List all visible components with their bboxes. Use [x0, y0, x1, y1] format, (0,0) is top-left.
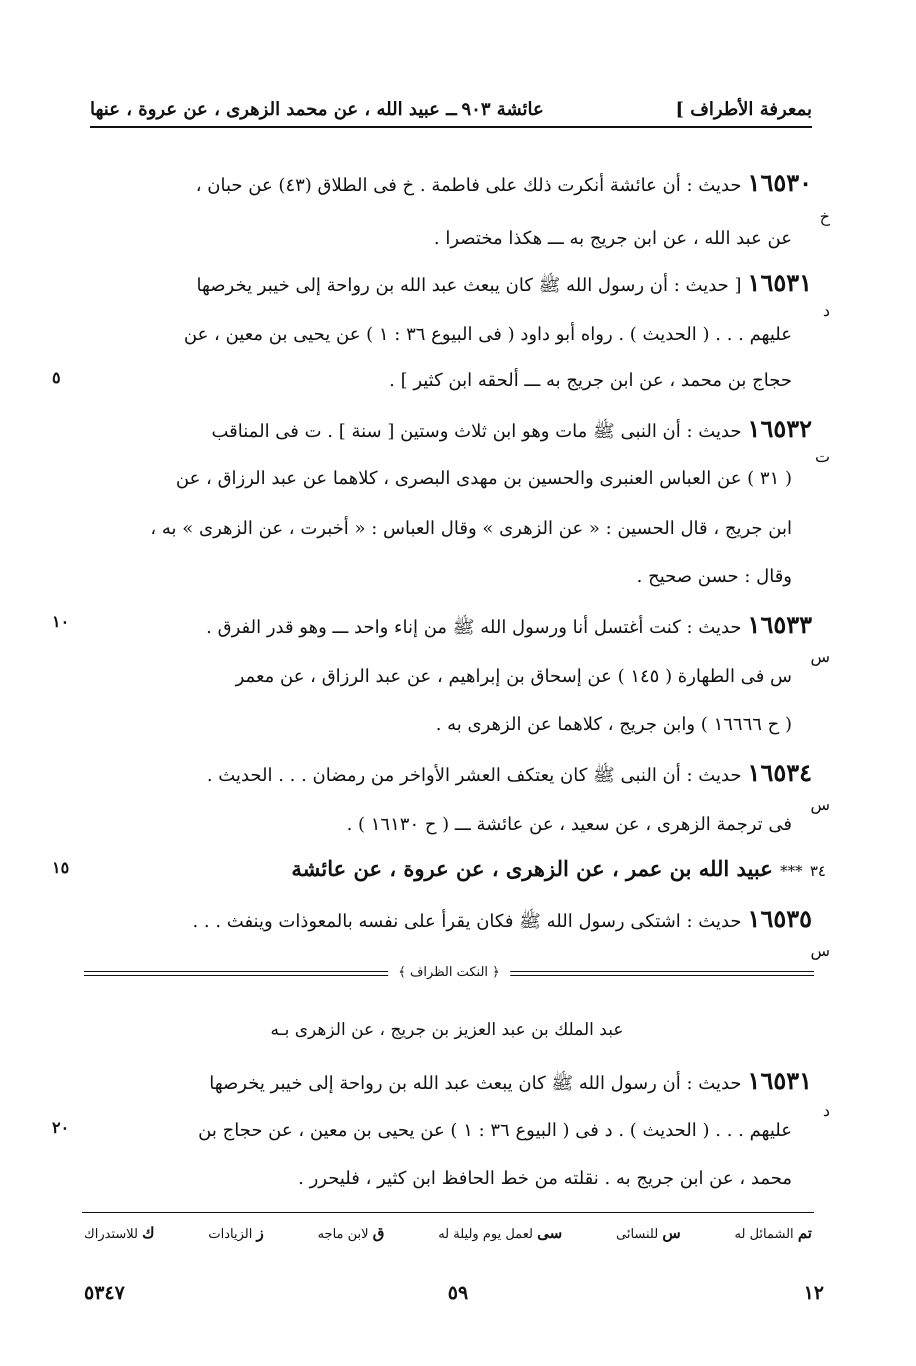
abbrev-item	[735, 1224, 813, 1248]
abbrev-item	[318, 1224, 385, 1248]
source-symbol: د	[822, 1101, 830, 1120]
entry-text: حديث : أن النبى ﷺ كان يعتكف العشر الأواخر من رمضان . . . الحديث .	[206, 765, 742, 786]
hadith-number: ١٦٥٣١	[747, 1066, 812, 1095]
entry-line	[82, 268, 812, 298]
header-right: بمعرفة الأطراف ]	[675, 99, 812, 120]
hadith-number: ١٦٥٣٠	[747, 168, 812, 197]
source-symbol: ت	[814, 447, 830, 466]
entry-line	[82, 904, 812, 934]
hadith-number: ١٦٥٣٤	[747, 758, 812, 787]
abbrev-symbol: تم	[797, 1224, 812, 1242]
entry-line: ابن جريج ، قال الحسين : « عن الزهرى » وقال العباس : « أخبرت ، عن الزهرى » به ،	[150, 518, 792, 539]
hadith-number: ١٦٥٣٥	[747, 904, 812, 933]
abbrev-text: لابن ماجه	[317, 1227, 369, 1242]
entry-text: [ حديث : أن رسول الله ﷺ كان يبعث عبد الله بن رواحة إلى خيبر يخرصها	[196, 275, 742, 296]
source-symbol: د	[822, 301, 830, 320]
source-symbol: خ	[819, 207, 830, 226]
abbrev-text: لعمل يوم وليلة له	[438, 1227, 533, 1242]
entry-text: حديث : أن رسول الله ﷺ كان يبعث عبد الله بن رواحة إلى خيبر يخرصها	[209, 1073, 742, 1094]
entry-line: س فى الطهارة ( ١٤٥ ) عن إسحاق بن إبراهيم ، عن عبد الرزاق ، عن معمر	[235, 666, 792, 687]
abbrev-symbol: سى	[537, 1224, 563, 1242]
entry-line: ( ح ١٦٦٦٦ ) وابن جريج ، كلاهما عن الزهرى به .	[435, 714, 792, 735]
entry-line: عليهم . . . ( الحديث ) . رواه أبو داود ( فى البيوع ٣٦ : ١ ) عن يحيى بن معين ، عن	[183, 324, 792, 345]
abbrev-item	[208, 1224, 263, 1248]
abbrev-item	[84, 1224, 154, 1248]
hadith-number: ١٦٥٣١	[747, 268, 812, 297]
header-center	[90, 99, 544, 126]
source-symbol: س	[810, 795, 830, 814]
margin-line-number: ١٥	[52, 858, 70, 877]
abbrev-text: للاستدراك	[84, 1227, 138, 1242]
divider-label: ﴿ النكت الظراف ﴾	[388, 962, 510, 984]
section-heading	[82, 856, 826, 881]
running-header	[90, 82, 812, 128]
abbreviation-key	[84, 1224, 812, 1248]
entry-line: ( ٣١ ) عن العباس العنبرى والحسين بن مهدى البصرى ، كلاهما عن عبد الرزاق ، عن	[175, 468, 792, 489]
header-center-rest: ــ عبيد الله ، عن محمد الزهرى ، عن عروة ، عنها	[90, 99, 457, 120]
cumulative-page-number: ٥٣٤٧	[84, 1282, 125, 1304]
entry-line: حجاج بن محمد ، عن ابن جريج به ـــ ألحقه ابن كثير ] .	[389, 370, 792, 391]
section-stars: ***	[780, 862, 803, 880]
section-number: ٣٤	[809, 862, 826, 880]
entry-line	[82, 610, 812, 640]
entry-line	[82, 168, 812, 198]
abbrev-item	[616, 1224, 681, 1248]
entry-line	[82, 414, 812, 444]
entry-line	[82, 1066, 812, 1096]
entry-line: محمد ، عن ابن جريج به . نقلته من خط الحافظ ابن كثير ، فليحرر .	[298, 1168, 792, 1189]
abbrev-item	[438, 1224, 562, 1248]
entry-line: وقال : حسن صحيح .	[636, 566, 792, 587]
section-title: عبيد الله بن عمر ، عن الزهرى ، عن عروة ، عن عائشة	[291, 856, 773, 881]
page-number: ٥٩	[447, 1282, 469, 1304]
section-divider	[84, 962, 814, 984]
abbrev-symbol: س	[662, 1224, 681, 1242]
abbrev-symbol: ك	[142, 1224, 155, 1242]
header-center-bold: عائشة ٩٠٣	[461, 99, 544, 120]
entry-text: حديث : أن النبى ﷺ مات وهو ابن ثلاث وستين [ سنة ] . ت فى المناقب	[211, 421, 742, 442]
margin-line-number: ٢٠	[52, 1118, 70, 1137]
entry-line: عن عبد الله ، عن ابن جريج به ـــ هكذا مختصرا .	[433, 228, 792, 249]
source-symbol: س	[810, 941, 830, 960]
volume-number: ١٢	[803, 1282, 824, 1304]
entry-line: فى ترجمة الزهرى ، عن سعيد ، عن عائشة ـــ ( ح ١٦١٣٠ ) .	[346, 814, 792, 835]
margin-line-number: ١٠	[52, 612, 70, 631]
entry-text: حديث : كنت أغتسل أنا ورسول الله ﷺ من إناء واحد ـــ وهو قدر الفرق .	[206, 617, 742, 638]
abbrev-symbol: ز	[256, 1224, 264, 1242]
hadith-number: ١٦٥٣٣	[747, 610, 812, 639]
abbrev-text: للنسائى	[616, 1227, 659, 1242]
entry-line: عليهم . . . ( الحديث ) . د فى ( البيوع ٣٦ : ١ ) عن يحيى بن معين ، عن حجاج بن	[198, 1120, 792, 1141]
abbrev-text: الشمائل له	[734, 1227, 794, 1242]
footer-rule	[82, 1212, 814, 1213]
entry-line	[82, 758, 812, 788]
abbrev-symbol: ق	[372, 1224, 385, 1242]
margin-line-number: ٥	[52, 368, 61, 387]
abbrev-text: الزيادات	[208, 1227, 253, 1242]
source-symbol: س	[810, 647, 830, 666]
entry-text: حديث : اشتكى رسول الله ﷺ فكان يقرأ على نفسه بالمعوذات وينفث . . .	[192, 911, 742, 932]
hadith-number: ١٦٥٣٢	[747, 414, 812, 443]
addendum-heading: عبد الملك بن عبد العزيز بن جريج ، عن الزهرى بـه	[270, 1020, 624, 1040]
entry-text: حديث : أن عائشة أنكرت ذلك على فاطمة . خ فى الطلاق (٤٣) عن حبان ،	[195, 175, 742, 196]
